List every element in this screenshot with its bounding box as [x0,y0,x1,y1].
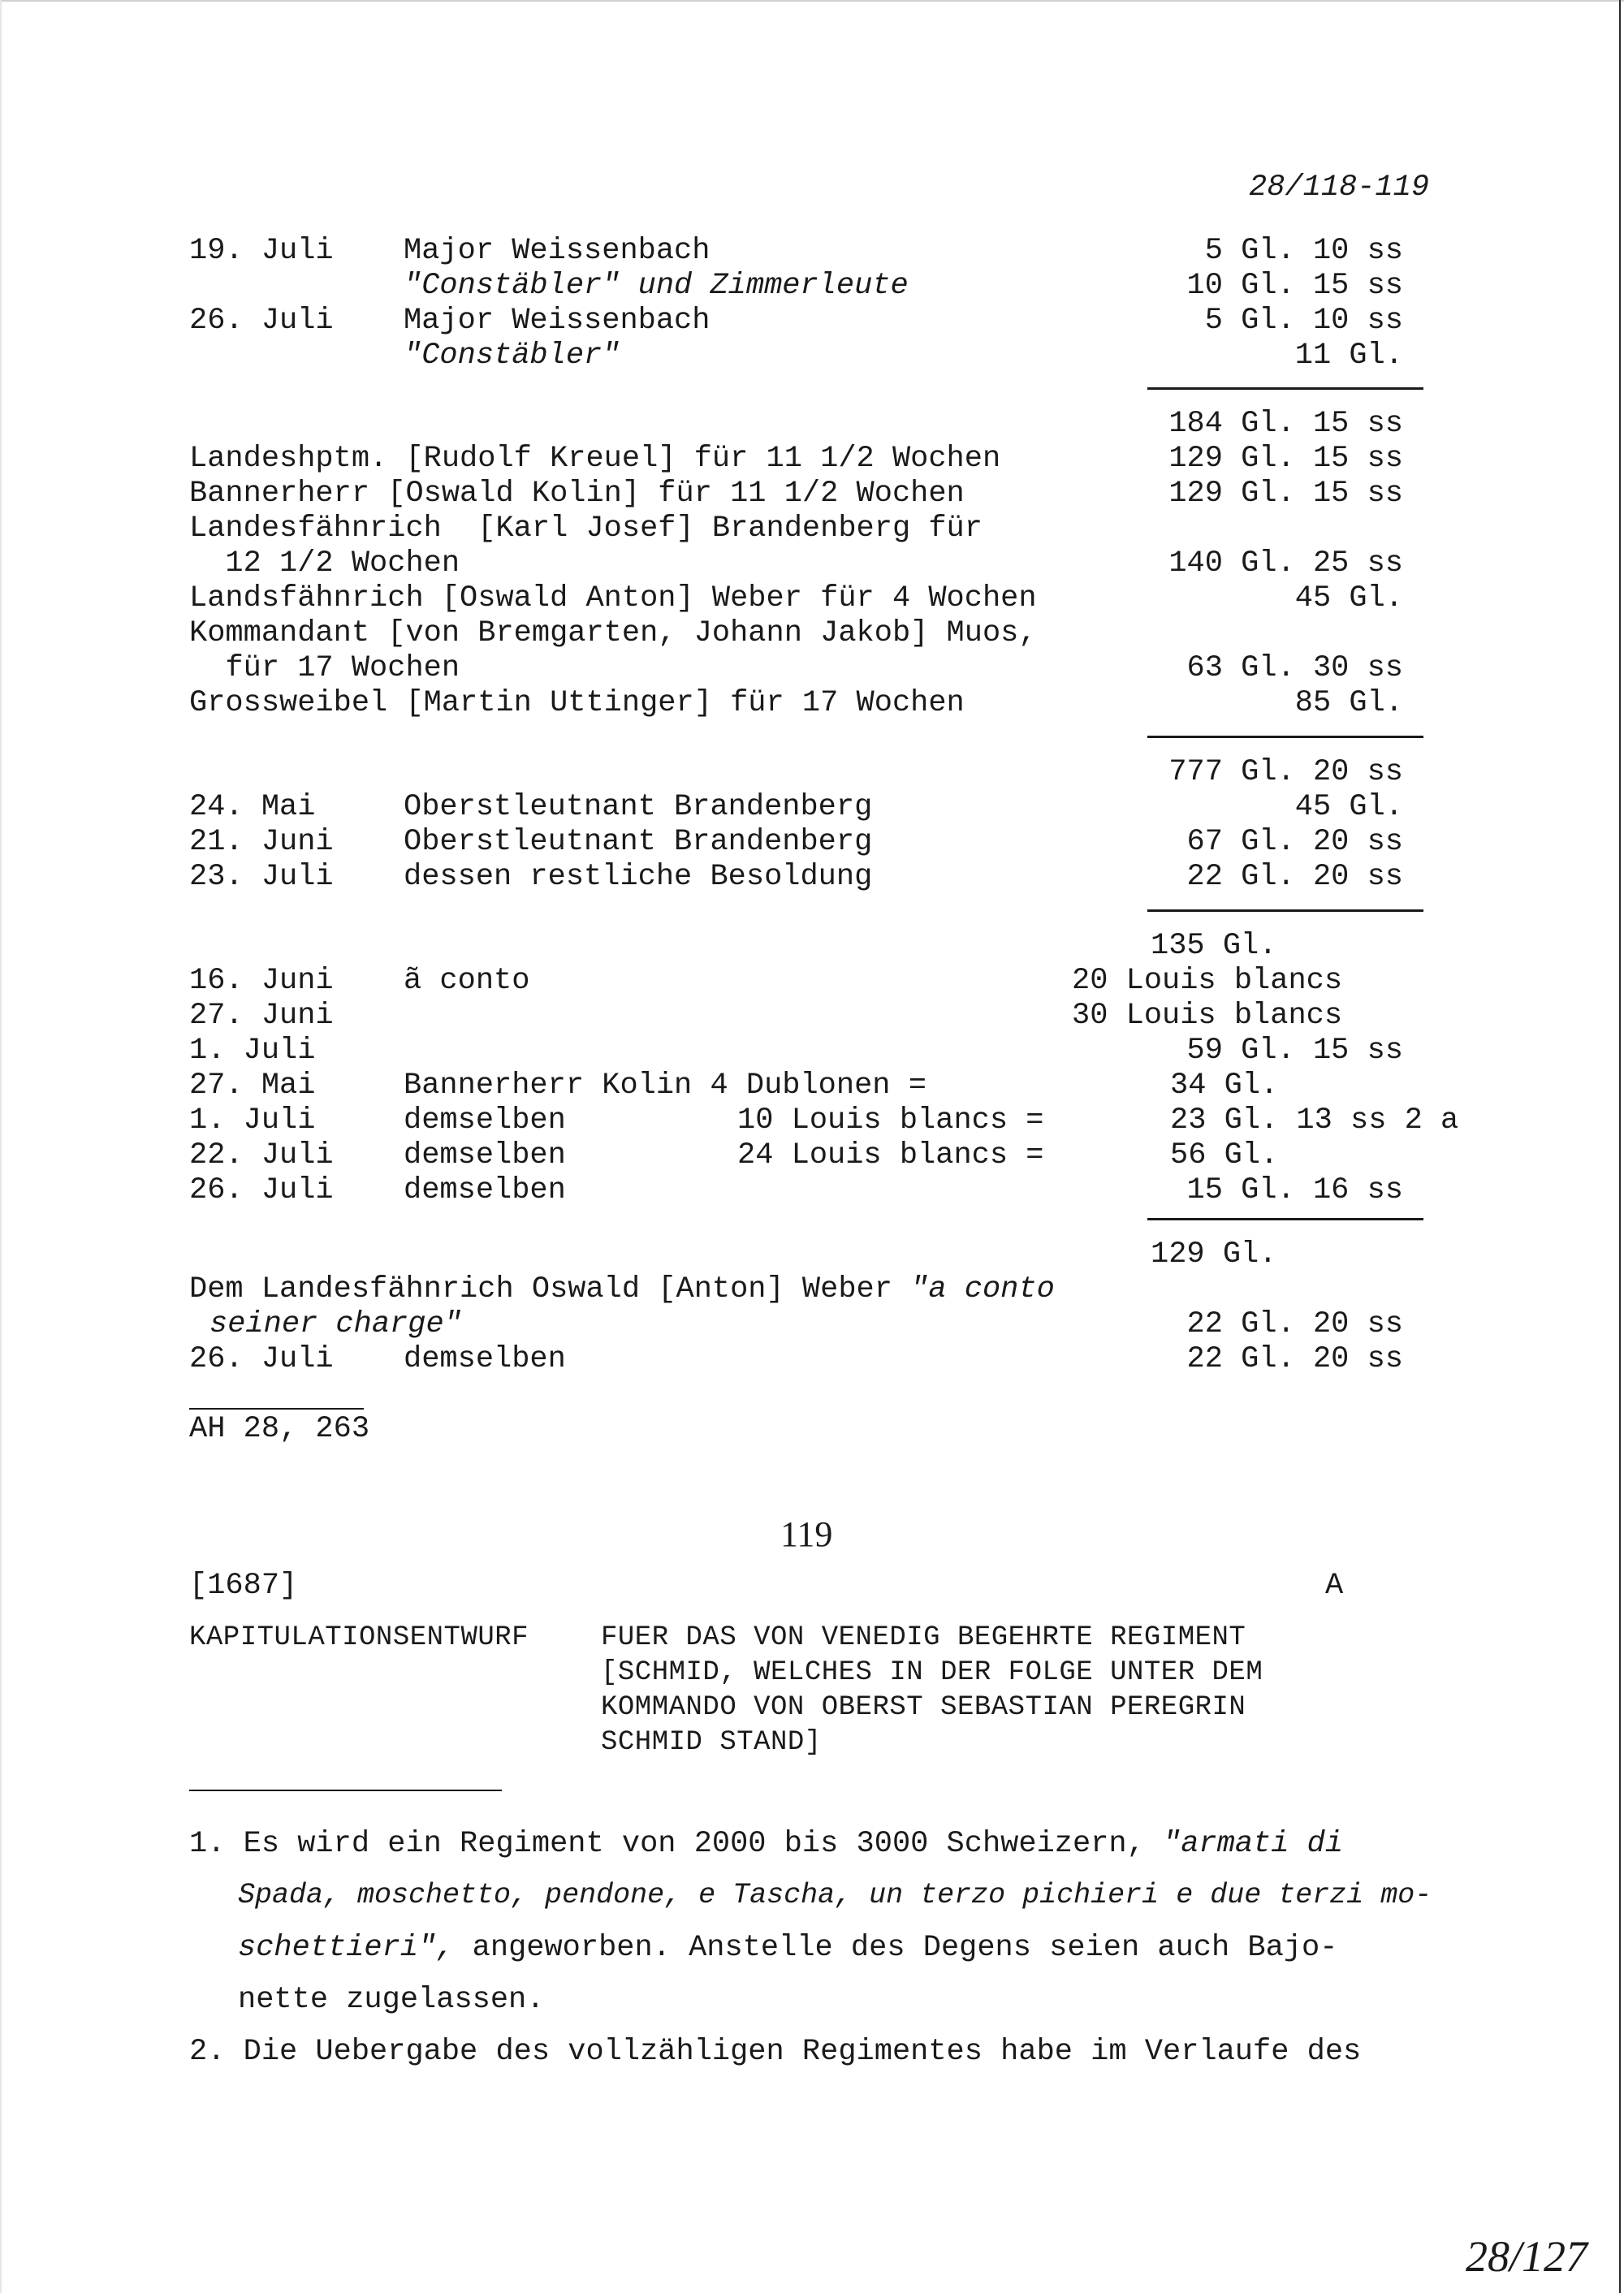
entry-desc: Oberstleutnant Brandenberg [404,790,873,824]
entry-date: 24. Mai [189,790,316,824]
title-rule [189,1790,502,1791]
entry-date: 27. Mai [189,1069,316,1103]
entry-desc-quote: seiner charge" [209,1307,462,1341]
entry-amount: 67 Gl. 20 ss [1186,825,1403,859]
entry-date: 1. Juli [189,1103,316,1138]
entry-desc-quote: "a conto [910,1272,1055,1306]
entry-desc: ã conto [404,964,530,998]
entry-amount: 85 Gl. [1294,686,1403,720]
document-letter: A [1325,1569,1344,1603]
sum-rule [1147,909,1423,912]
entry-amount: 5 Gl. 10 ss [1204,234,1403,268]
subtotal: 777 Gl. 20 ss [1168,755,1403,789]
entry-exchange: 10 Louis blancs = [737,1103,1044,1138]
entry-amount: 10 Gl. 15 ss [1186,269,1403,303]
paragraph-text: angeworben. Anstelle des Degens seien auch Bajo- [454,1931,1338,1965]
entry-desc: Landesfähnrich [Karl Josef] Brandenberg für [189,512,983,546]
paragraph-text: 2. Die Uebergabe des vollzähligen Regimentes habe im Verlaufe des [189,2035,1362,2069]
entry-amount: 5 Gl. 10 ss [1204,304,1403,338]
entry-desc: Grossweibel [Martin Uttinger] für 17 Wochen [189,686,965,720]
paragraph-quote: Spada, moschetto, pendone, e Tascha, un terzo pichieri e due terzi mo- [238,1879,1432,1911]
entry-amount: 45 Gl. [1294,790,1403,824]
entry-date: 26. Juli [189,1173,334,1207]
entry-amount: 22 Gl. 20 ss [1186,1307,1403,1341]
paragraph-text: nette zugelassen. [238,1983,545,2017]
entry-date: 21. Juni [189,825,334,859]
entry-desc: demselben [404,1138,566,1172]
sum-rule [1147,736,1423,738]
sum-rule [1147,1218,1423,1220]
entry-desc: "Constäbler" [404,339,620,373]
entry-desc: 12 1/2 Wochen [189,546,460,581]
entry-desc: Major Weissenbach [404,234,710,268]
document-title-line: KOMMANDO VON OBERST SEBASTIAN PEREGRIN [601,1692,1246,1723]
entry-desc: Bannerherr [Oswald Kolin] für 11 1/2 Wochen [189,477,965,511]
page-reference: 28/118-119 [1249,171,1430,205]
entry-amount: 59 Gl. 15 ss [1186,1034,1403,1068]
entry-desc: Bannerherr Kolin 4 Dublonen = [404,1069,926,1103]
entry-desc: für 17 Wochen [189,651,460,685]
entry-amount: 22 Gl. 20 ss [1186,1342,1403,1376]
entry-desc: Major Weissenbach [404,304,710,338]
entry-desc: dessen restliche Besoldung [404,860,873,894]
archive-page-stamp: 28/127 [1466,2232,1588,2281]
document-title-line: FUER DAS VON VENEDIG BEGEHRTE REGIMENT [601,1622,1246,1653]
page-edge-right [1619,0,1621,2293]
entry-date: 16. Juni [189,964,334,998]
sum-rule [1147,387,1423,390]
document-date: [1687] [189,1569,298,1603]
entry-amount: 23 Gl. 13 ss 2 a [1170,1103,1459,1138]
paragraph-text: 1. Es wird ein Regiment von 2000 bis 3000 Schweizern, [189,1827,1163,1861]
entry-amount: 45 Gl. [1294,581,1403,615]
paragraph-quote: "armati di [1163,1827,1344,1861]
subtotal: 184 Gl. 15 ss [1168,407,1403,441]
entry-date: 23. Juli [189,860,334,894]
entry-date: 27. Juni [189,999,334,1033]
document-title-line: SCHMID STAND] [601,1727,822,1758]
entry-date: 1. Juli [189,1034,316,1068]
document-title-lead: KAPITULATIONSENTWURF [189,1622,529,1653]
paragraph-line [238,1933,1337,1963]
page-edge-left [0,0,2,2293]
paragraph-line [189,1829,1343,1859]
entry-desc: Oberstleutnant Brandenberg [404,825,873,859]
entry-amount: 34 Gl. [1170,1069,1279,1103]
entry-amount: 63 Gl. 30 ss [1186,651,1403,685]
entry-desc: Landsfähnrich [Oswald Anton] Weber für 4 Wochen [189,581,1037,615]
entry-amount: 11 Gl. [1294,339,1403,373]
entry-desc: Landeshptm. [Rudolf Kreuel] für 11 1/2 Wochen [189,442,1001,476]
entry-desc-plain: Dem Landesfähnrich Oswald [Anton] Weber [189,1272,911,1306]
entry-amount: 20 Louis blancs [1072,964,1343,998]
entry-amount: 129 Gl. 15 ss [1168,477,1403,511]
entry-amount: 140 Gl. 25 ss [1168,546,1403,581]
entry-amount: 22 Gl. 20 ss [1186,860,1403,894]
entry-desc: demselben [404,1173,566,1207]
source-rule [189,1408,364,1410]
entry-desc: demselben [404,1103,566,1138]
entry-amount: 15 Gl. 16 ss [1186,1173,1403,1207]
entry-desc: Kommandant [von Bremgarten, Johann Jakob] Muos, [189,616,1037,650]
entry-date: 26. Juli [189,304,334,338]
entry-date: 26. Juli [189,1342,334,1376]
document-title-line: [SCHMID, WELCHES IN DER FOLGE UNTER DEM [601,1657,1263,1688]
page-edge-top [0,0,1624,2]
entry-date: 22. Juli [189,1138,334,1172]
entry-amount: 56 Gl. [1170,1138,1279,1172]
subtotal: 135 Gl. [1151,929,1277,963]
entry-desc: "Constäbler" und Zimmerleute [404,269,909,303]
entry-amount: 30 Louis blancs [1072,999,1343,1033]
entry-date: 19. Juli [189,234,334,268]
entry-exchange: 24 Louis blancs = [737,1138,1044,1172]
entry-desc: demselben [404,1342,566,1376]
source-reference: AH 28, 263 [189,1412,370,1446]
paragraph-quote: schettieri", [238,1931,455,1965]
entry-desc [189,1272,1055,1306]
subtotal: 129 Gl. [1151,1237,1277,1272]
document-number: 119 [780,1514,833,1554]
entry-amount: 129 Gl. 15 ss [1168,442,1403,476]
